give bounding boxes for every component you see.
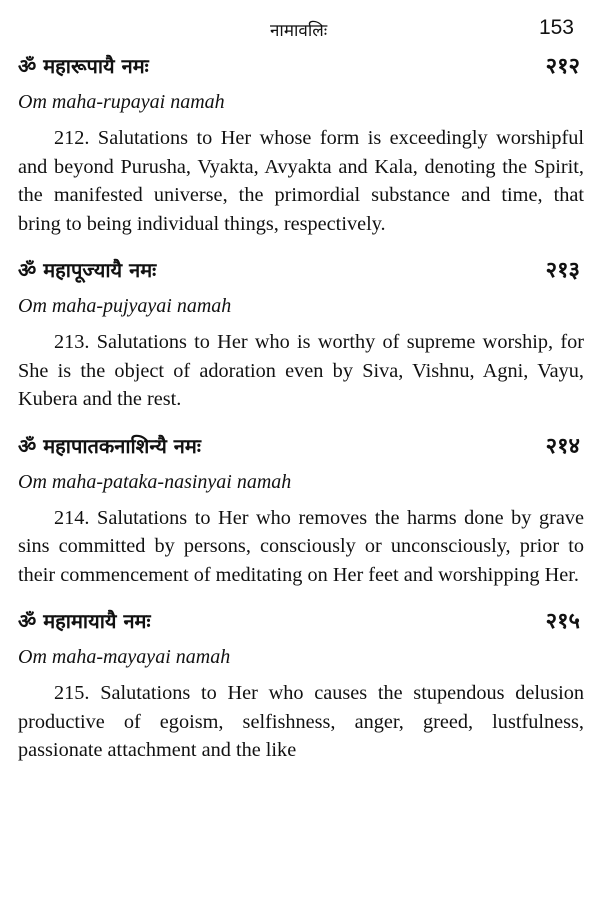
entry-214	[18, 430, 588, 590]
transliteration: Om maha-pataka-nasinyai namah	[18, 470, 292, 493]
mantra-number: २१४	[545, 433, 580, 459]
page-number: 153	[538, 16, 574, 39]
running-title: नामावलिः	[270, 21, 328, 41]
mantra-heading	[18, 254, 588, 286]
mantra-number: २१२	[545, 54, 580, 79]
description: 212. Salutations to Her whose form is exceedingly worshipful and beyond Purusha, Vyakta, Avyakta and Kala, denoting the Spirit, the manifested universe, the primordial substance and time, that bring to being individual things, respectively.	[18, 127, 584, 235]
description: 214. Salutations to Her who removes the harms done by grave sins committed by persons, consciously or unconsciously, prior to their commencement of meditating on Her feet and worshipping Her.	[18, 506, 584, 586]
mantra-number: २१५	[545, 609, 580, 634]
mantra-text: ॐ महापूज्यायै नमः	[18, 258, 157, 282]
entry-213	[18, 254, 588, 414]
mantra-heading	[18, 605, 588, 637]
mantra-text: ॐ महारूपायै नमः	[18, 54, 149, 78]
mantra-heading	[18, 430, 588, 462]
transliteration: Om maha-pujyayai namah	[18, 295, 232, 317]
running-head	[18, 14, 588, 50]
mantra-text: ॐ महापातकनाशिन्यै नमः	[18, 433, 201, 458]
entry-215	[18, 605, 588, 765]
transliteration: Om maha-mayayai namah	[18, 646, 231, 668]
transliteration: Om maha-rupayai namah	[18, 91, 225, 113]
description: 215. Salutations to Her who causes the stupendous delusion productive of egoism, selfishness, anger, greed, lustfulness, passionate attachment and the like	[18, 682, 584, 761]
entry-212	[18, 50, 588, 238]
mantra-heading	[18, 50, 588, 82]
description: 213. Salutations to Her who is worthy of supreme worship, for She is the object of adoration even by Siva, Vishnu, Agni, Vayu, Kubera and the rest.	[18, 331, 584, 410]
mantra-number: २१३	[545, 258, 580, 283]
mantra-text: ॐ महामायायै नमः	[18, 609, 151, 633]
